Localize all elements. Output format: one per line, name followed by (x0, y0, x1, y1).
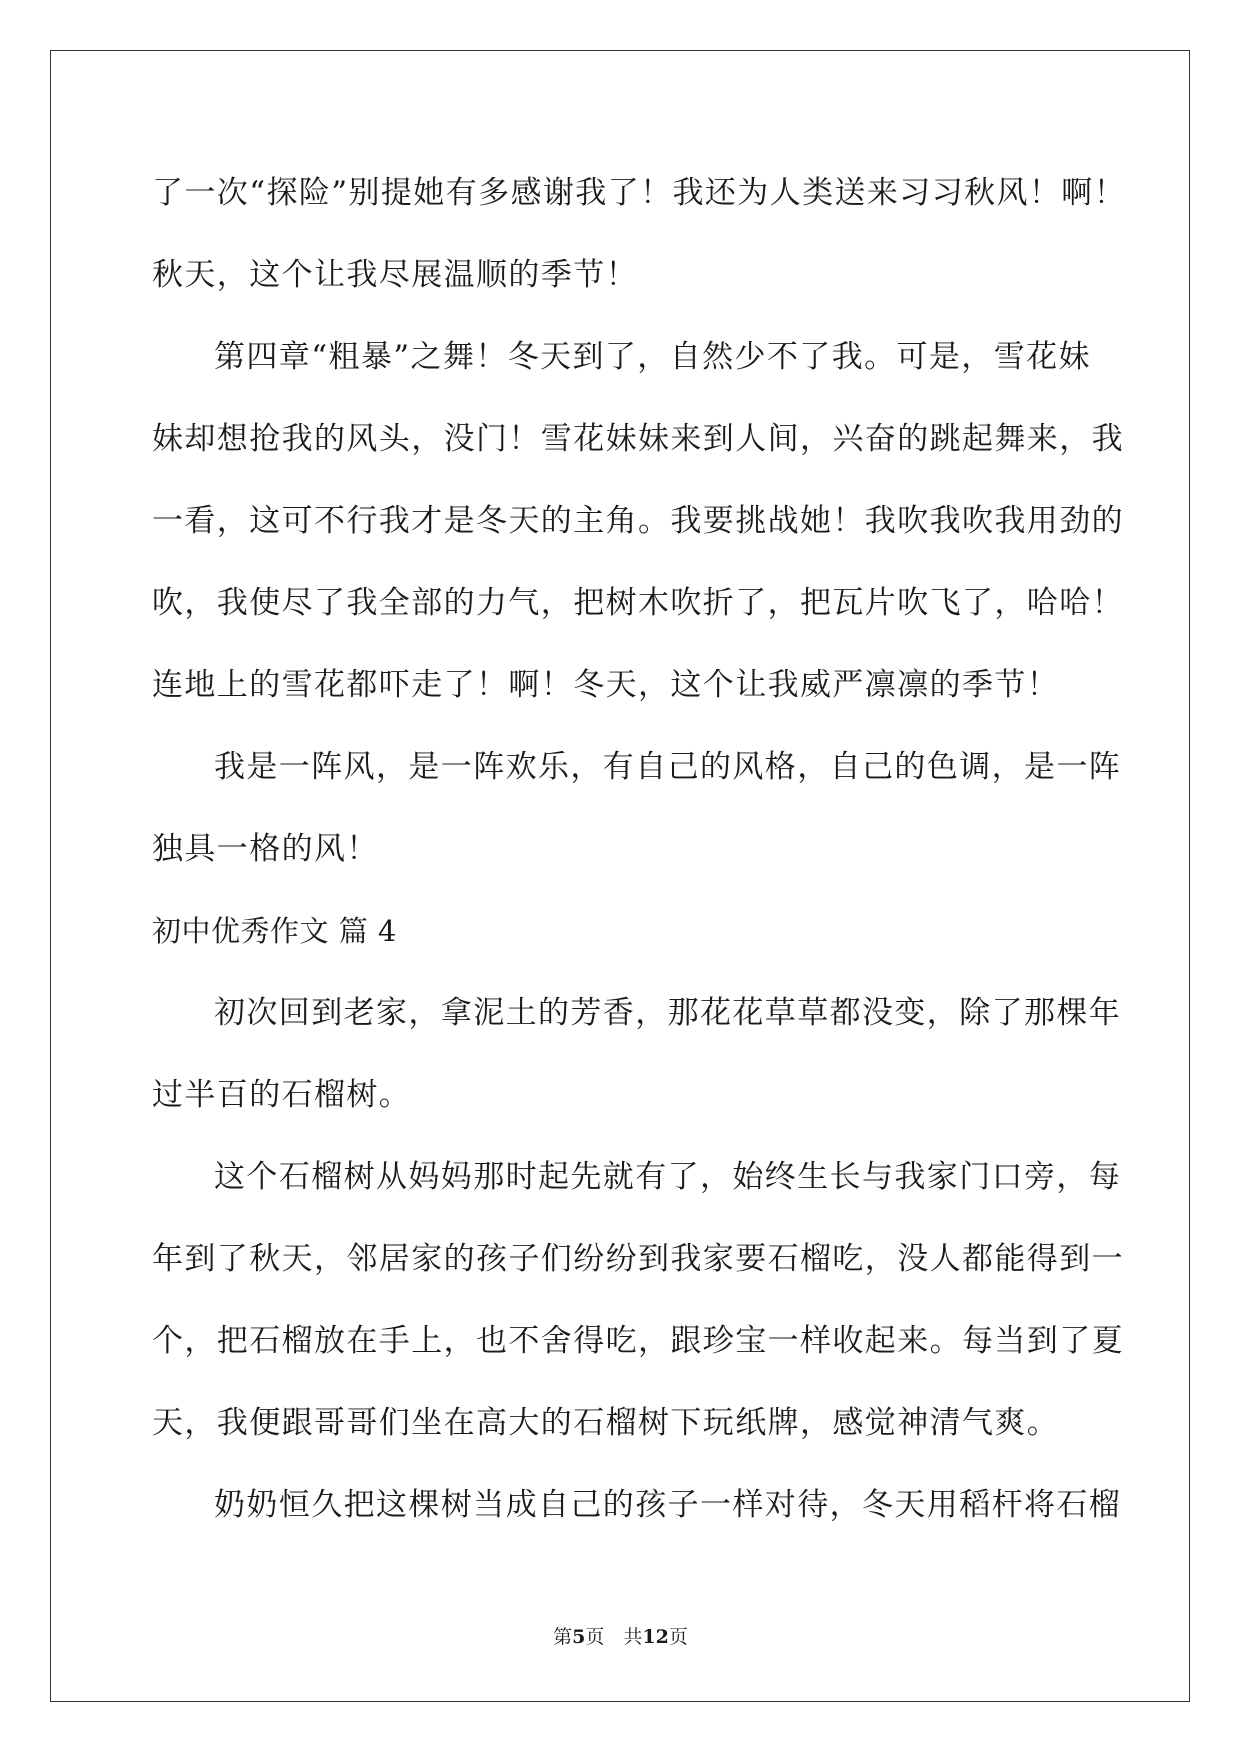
text-line: 了一次“探险”别提她有多感谢我了！我还为人类送来习习秋风！啊！ (152, 175, 1127, 211)
text-line: 连地上的雪花都吓走了！啊！冬天，这个让我威严凛凛的季节！ (152, 667, 1060, 703)
text-line: 第四章“粗暴”之舞！冬天到了，自然少不了我。可是，雪花妹 (214, 339, 1091, 375)
text-line: 秋天，这个让我尽展温顺的季节！ (152, 257, 638, 293)
text-line: 这个石榴树从妈妈那时起先就有了，始终生长与我家门口旁，每 (214, 1159, 1122, 1195)
text-line: 妹却想抢我的风头，没门！雪花妹妹来到人间，兴奋的跳起舞来，我 (152, 421, 1124, 457)
document-body (152, 152, 1127, 1546)
text-line: 独具一格的风！ (152, 831, 379, 867)
text-line: 奶奶恒久把这棵树当成自己的孩子一样对待，冬天用稻杆将石榴 (214, 1487, 1122, 1523)
text-line: 过半百的石榴树。 (152, 1077, 412, 1113)
text-line: 吹，我使尽了我全部的力气，把树木吹折了，把瓦片吹飞了，哈哈！ (152, 585, 1124, 621)
text-line: 初次回到老家，拿泥土的芳香，那花花草草都没变，除了那棵年 (214, 995, 1122, 1031)
text-line: 年到了秋天，邻居家的孩子们纷纷到我家要石榴吃，没人都能得到一 (152, 1241, 1124, 1277)
text-line: 天，我便跟哥哥们坐在高大的石榴树下玩纸牌，感觉神清气爽。 (152, 1405, 1060, 1441)
footer-prefix: 第 (553, 1626, 573, 1648)
footer-middle: 页 共 (585, 1626, 643, 1648)
page-footer (0, 1622, 1241, 1649)
footer-current-page: 5 (572, 1626, 586, 1648)
text-line: 个，把石榴放在手上，也不舍得吃，跟珍宝一样收起来。每当到了夏 (152, 1323, 1124, 1359)
section-heading: 初中优秀作文 篇 4 (152, 914, 397, 948)
text-line: 我是一阵风，是一阵欢乐，有自己的风格，自己的色调，是一阵 (214, 749, 1122, 785)
footer-suffix: 页 (668, 1626, 688, 1648)
footer-total-pages: 12 (642, 1626, 669, 1648)
text-line: 一看，这可不行我才是冬天的主角。我要挑战她！我吹我吹我用劲的 (152, 503, 1124, 539)
